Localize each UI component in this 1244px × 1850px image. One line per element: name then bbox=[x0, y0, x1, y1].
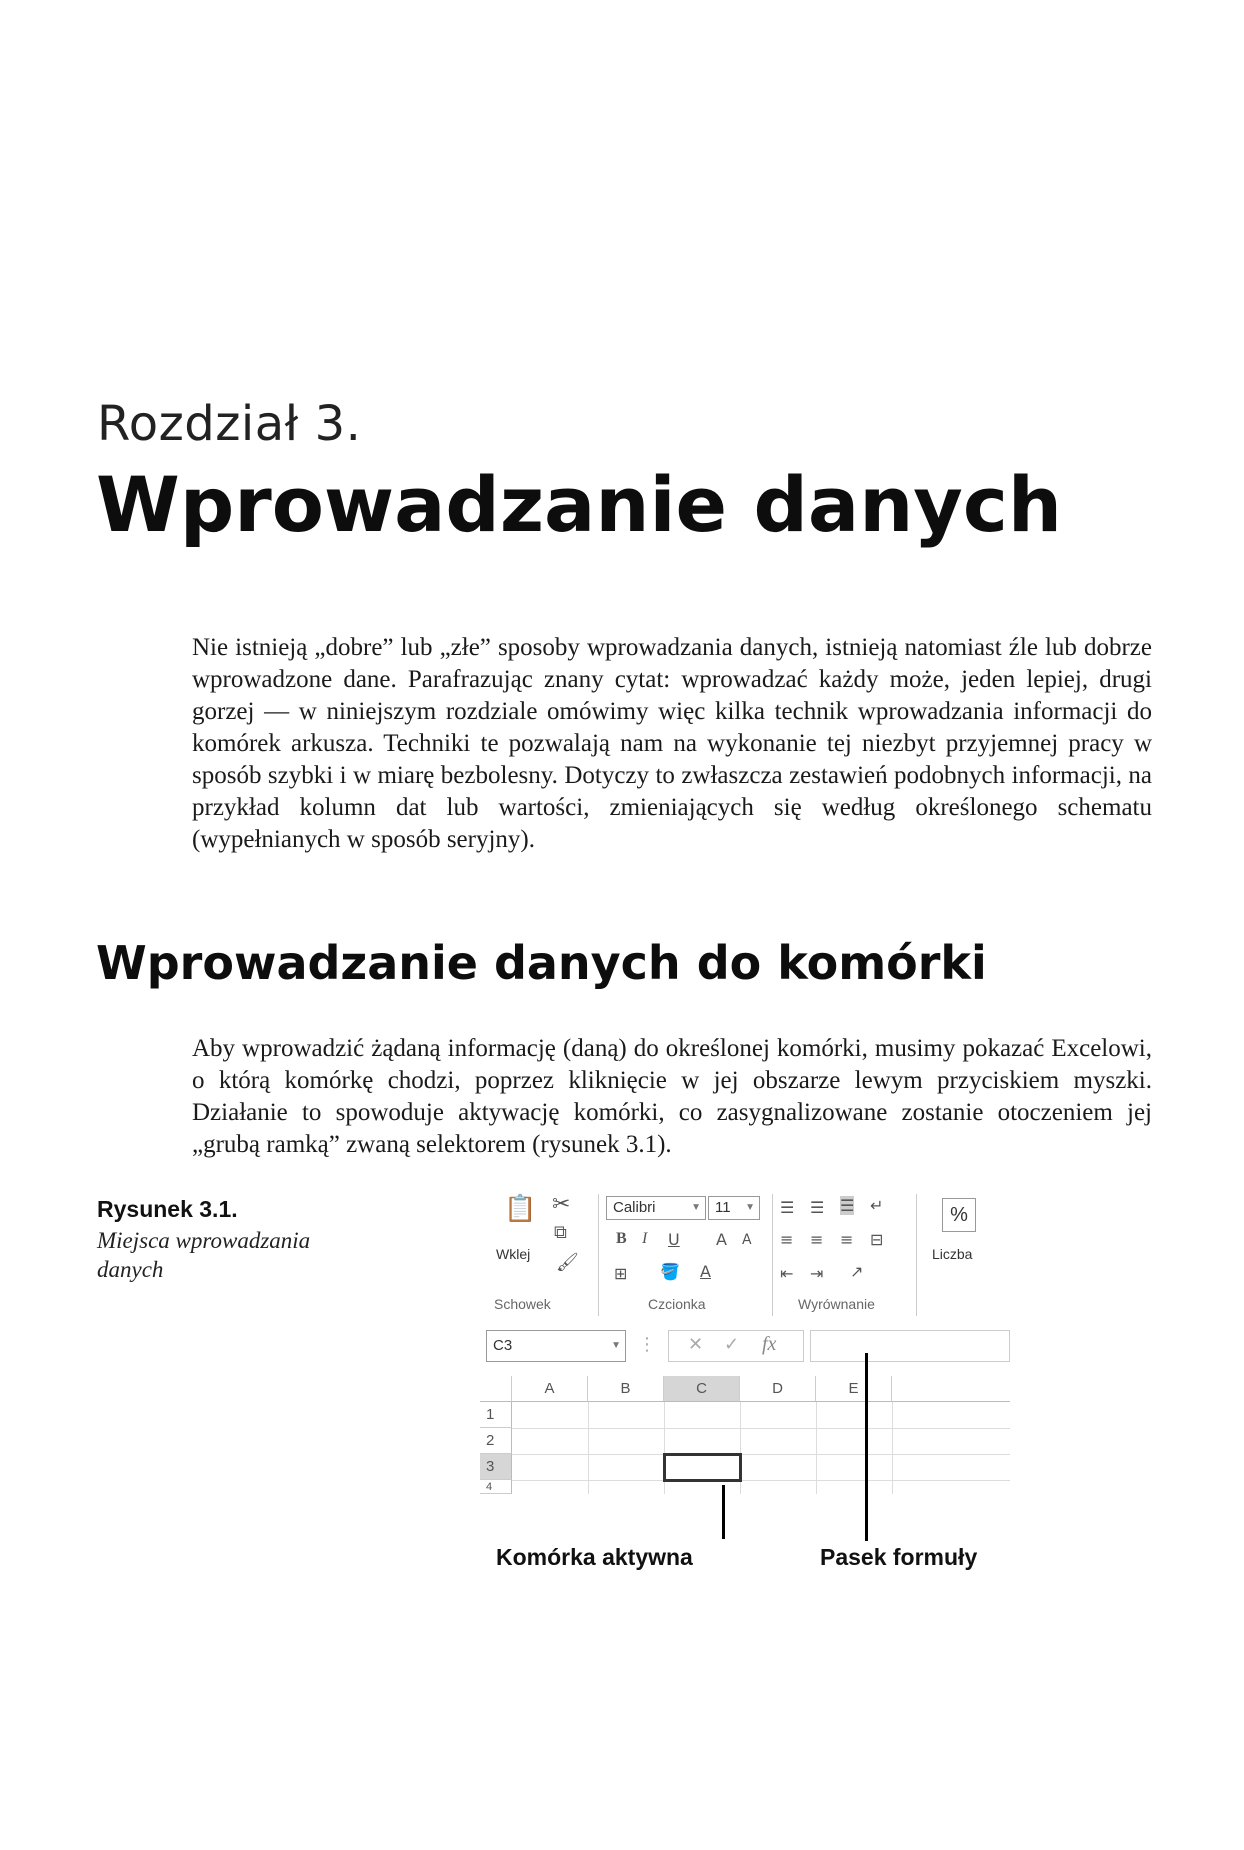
more-icon: ⋮ bbox=[638, 1334, 656, 1355]
gridline bbox=[892, 1402, 893, 1494]
row-header[interactable]: 4 bbox=[480, 1480, 512, 1494]
increase-indent-icon[interactable]: ⇥ bbox=[810, 1264, 824, 1283]
format-painter-icon[interactable]: 🖌 bbox=[556, 1252, 579, 1273]
formula-bar-pointer bbox=[865, 1353, 868, 1541]
column-header[interactable]: A bbox=[512, 1376, 588, 1402]
group-alignment: Wyrównanie bbox=[798, 1296, 875, 1312]
ribbon bbox=[480, 1190, 1010, 1326]
borders-icon[interactable]: ⊞ bbox=[614, 1264, 628, 1283]
chevron-down-icon: ▼ bbox=[745, 1202, 755, 1213]
figure-caption: Miejsca wprowadzania danych bbox=[97, 1228, 311, 1282]
align-bottom-icon[interactable]: ☰ bbox=[840, 1196, 855, 1215]
separator bbox=[598, 1194, 599, 1316]
group-clipboard: Schowek bbox=[494, 1296, 551, 1312]
clipboard-icon[interactable]: 📋 bbox=[504, 1194, 537, 1224]
group-font: Czcionka bbox=[648, 1296, 706, 1312]
gridline bbox=[588, 1402, 589, 1494]
fx-icon[interactable]: fx bbox=[762, 1333, 777, 1355]
number-format-button[interactable]: % bbox=[942, 1198, 976, 1232]
font-name-select[interactable] bbox=[606, 1196, 706, 1220]
figure-number: Rysunek 3.1. bbox=[97, 1196, 238, 1222]
name-box[interactable] bbox=[486, 1330, 626, 1362]
font-size-value: 11 bbox=[715, 1199, 731, 1216]
row-header[interactable]: 2 bbox=[480, 1428, 512, 1454]
font-name-value: Calibri bbox=[613, 1199, 656, 1216]
chevron-down-icon: ▼ bbox=[611, 1340, 621, 1351]
decrease-indent-icon[interactable]: ⇤ bbox=[780, 1264, 794, 1283]
grow-font-icon[interactable]: A bbox=[716, 1230, 727, 1249]
active-cell-pointer bbox=[722, 1485, 725, 1539]
gridline bbox=[816, 1402, 817, 1494]
align-middle-icon[interactable]: ☰ bbox=[810, 1198, 825, 1217]
font-size-select[interactable] bbox=[708, 1196, 760, 1220]
number-label[interactable]: Liczba bbox=[932, 1246, 973, 1262]
gridline bbox=[512, 1454, 1010, 1455]
orientation-icon[interactable]: ↗ bbox=[850, 1262, 864, 1281]
chapter-title: Wprowadzanie danych bbox=[96, 460, 1062, 549]
gridline bbox=[512, 1428, 1010, 1429]
merge-icon[interactable]: ⊟ bbox=[870, 1230, 884, 1249]
name-box-value: C3 bbox=[493, 1337, 513, 1354]
worksheet-grid bbox=[480, 1376, 1010, 1516]
excel-figure bbox=[480, 1190, 1010, 1570]
corner-select-all[interactable] bbox=[480, 1376, 512, 1402]
column-header[interactable]: D bbox=[740, 1376, 816, 1402]
column-header[interactable]: B bbox=[588, 1376, 664, 1402]
cancel-icon[interactable]: ✕ bbox=[688, 1334, 704, 1355]
align-left-icon[interactable]: ≡ bbox=[780, 1230, 794, 1249]
row-header[interactable]: 3 bbox=[480, 1454, 512, 1480]
fill-color-icon[interactable]: 🪣 bbox=[660, 1262, 680, 1281]
chevron-down-icon: ▼ bbox=[691, 1202, 701, 1213]
align-center-icon[interactable]: ≡ bbox=[810, 1230, 824, 1249]
align-top-icon[interactable]: ☰ bbox=[780, 1198, 795, 1217]
section-paragraph: Aby wprowadzić żądaną informację (daną) do określonej komórki, musimy pokazać Excelowi, o którą komórkę chodzi, poprzez kliknięcie w jej obszarze lewym przyciskiem myszki. Działanie to spowoduje aktywację komórki, co zasygnalizowane zostanie otoczeniem jej „grubą ramką” zwaną selektorem (rysunek 3.1). bbox=[192, 1035, 1152, 1158]
chapter-label: Rozdział 3. bbox=[97, 396, 362, 452]
gridline bbox=[512, 1480, 1010, 1481]
intro-paragraph: Nie istnieją „dobre” lub „złe” sposoby wprowadzania danych, istnieją natomiast źle lub dobrze wprowadzone dane. Parafrazując znany cytat: wprowadzać każdy może, jeden lepiej, drugi gorzej — w niniejszym rozdziale omówimy więc kilka technik wprowadzania informacji do komórek arkusza. Techniki te pozwalają nam na wykonanie tej niezbyt przyjemnej pracy w sposób szybki i w miarę bezbolesny. Dotyczy to zwłaszcza zestawień podobnych informacji, na przykład kolumn dat lub wartości, zmieniających się według określonego schematu (wypełnianych w sposób seryjny). bbox=[192, 634, 1152, 853]
column-header[interactable] bbox=[892, 1376, 1010, 1402]
column-header[interactable]: E bbox=[816, 1376, 892, 1402]
underline-icon[interactable]: U bbox=[668, 1230, 680, 1249]
paste-label[interactable]: Wklej bbox=[496, 1246, 531, 1262]
row-header[interactable]: 1 bbox=[480, 1402, 512, 1428]
column-header[interactable]: C bbox=[664, 1376, 740, 1402]
scissors-icon[interactable]: ✂ bbox=[552, 1192, 571, 1217]
bold-icon[interactable]: B bbox=[616, 1230, 627, 1247]
font-color-icon[interactable]: A bbox=[700, 1262, 711, 1281]
section-title: Wprowadzanie danych do komórki bbox=[96, 936, 987, 990]
callout-active-cell: Komórka aktywna bbox=[496, 1544, 693, 1570]
callout-formula-bar: Pasek formuły bbox=[820, 1544, 978, 1570]
align-right-icon[interactable]: ≡ bbox=[840, 1230, 854, 1249]
active-cell-c3[interactable] bbox=[663, 1453, 742, 1482]
separator bbox=[772, 1194, 773, 1316]
italic-icon[interactable]: I bbox=[642, 1230, 648, 1247]
wrap-text-icon[interactable]: ↵ bbox=[870, 1196, 884, 1215]
copy-icon[interactable]: ⧉ bbox=[554, 1222, 567, 1243]
separator bbox=[916, 1194, 917, 1316]
enter-icon[interactable]: ✓ bbox=[724, 1334, 740, 1355]
formula-input[interactable] bbox=[810, 1330, 1010, 1362]
shrink-font-icon[interactable]: A bbox=[742, 1232, 752, 1248]
